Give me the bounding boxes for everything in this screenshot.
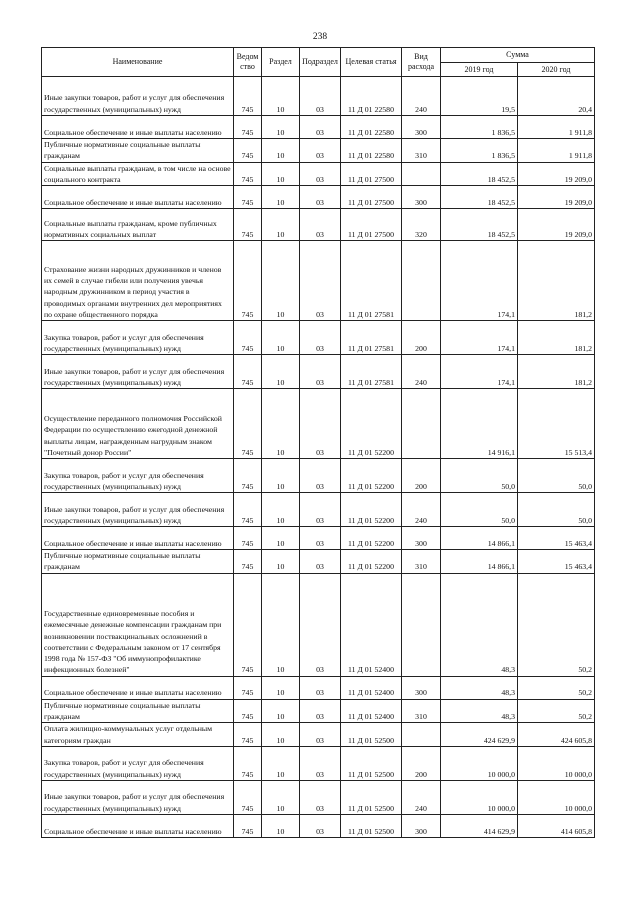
row-sum-2019: 14 866,1: [441, 527, 518, 550]
row-vedomstvo: 745: [234, 699, 262, 723]
row-sum-2020: 181,2: [518, 241, 595, 321]
row-name: Социальные выплаты гражданам, в том числе на основе социального контракта: [42, 162, 234, 186]
header-vedomstvo: Ведом ство: [234, 48, 262, 77]
row-name: Иные закупки товаров, работ и услуг для обеспечения государственных (муниципальных) нужд: [42, 355, 234, 389]
row-vid-raskhoda: 300: [402, 676, 441, 699]
row-sum-2020: 424 605,8: [518, 723, 595, 747]
row-vid-raskhoda: 320: [402, 209, 441, 241]
row-name: Публичные нормативные социальные выплаты гражданам: [42, 139, 234, 163]
table-row: [42, 723, 595, 747]
row-sum-2019: 48,3: [441, 699, 518, 723]
row-name: Иные закупки товаров, работ и услуг для обеспечения государственных (муниципальных) нужд: [42, 77, 234, 116]
row-podrazdel: 03: [300, 746, 341, 780]
row-sum-2020: 20,4: [518, 77, 595, 116]
table-row: [42, 780, 595, 814]
row-sum-2019: 414 629,9: [441, 814, 518, 837]
row-vedomstvo: 745: [234, 389, 262, 459]
row-razdel: 10: [262, 162, 300, 186]
row-podrazdel: 03: [300, 355, 341, 389]
row-vid-raskhoda: 300: [402, 116, 441, 139]
table-header: [42, 48, 595, 77]
row-celevaya-statya: 11 Д 01 52500: [341, 746, 402, 780]
row-vid-raskhoda: 300: [402, 527, 441, 550]
row-sum-2020: 10 000,0: [518, 780, 595, 814]
row-sum-2019: 18 452,5: [441, 186, 518, 209]
table-row: [42, 676, 595, 699]
row-name: Социальные выплаты гражданам, кроме публичных нормативных социальных выплат: [42, 209, 234, 241]
row-celevaya-statya: 11 Д 01 27581: [341, 321, 402, 355]
row-celevaya-statya: 11 Д 01 52200: [341, 527, 402, 550]
row-celevaya-statya: 11 Д 01 22580: [341, 77, 402, 116]
row-podrazdel: 03: [300, 162, 341, 186]
row-razdel: 10: [262, 186, 300, 209]
row-vid-raskhoda: 200: [402, 746, 441, 780]
row-sum-2020: 50,0: [518, 459, 595, 493]
row-sum-2020: 15 463,4: [518, 527, 595, 550]
table-row: [42, 77, 595, 116]
row-name: Закупка товаров, работ и услуг для обеспечения государственных (муниципальных) нужд: [42, 459, 234, 493]
row-vedomstvo: 745: [234, 116, 262, 139]
row-podrazdel: 03: [300, 77, 341, 116]
row-podrazdel: 03: [300, 573, 341, 676]
row-name: Иные закупки товаров, работ и услуг для обеспечения государственных (муниципальных) нужд: [42, 493, 234, 527]
header-razdel: Раздел: [262, 48, 300, 77]
table-row: [42, 241, 595, 321]
row-vedomstvo: 745: [234, 209, 262, 241]
table-row: [42, 573, 595, 676]
row-vedomstvo: 745: [234, 162, 262, 186]
row-celevaya-statya: 11 Д 01 52400: [341, 676, 402, 699]
row-name: Публичные нормативные социальные выплаты гражданам: [42, 699, 234, 723]
header-name: Наименование: [42, 48, 234, 77]
row-sum-2020: 10 000,0: [518, 746, 595, 780]
table-row: [42, 186, 595, 209]
row-razdel: 10: [262, 573, 300, 676]
row-sum-2020: 50,2: [518, 676, 595, 699]
row-razdel: 10: [262, 116, 300, 139]
table-row: [42, 814, 595, 837]
row-name: Социальное обеспечение и иные выплаты населению: [42, 676, 234, 699]
row-sum-2019: 174,1: [441, 241, 518, 321]
table-row: [42, 493, 595, 527]
row-podrazdel: 03: [300, 241, 341, 321]
row-sum-2019: 174,1: [441, 321, 518, 355]
row-razdel: 10: [262, 389, 300, 459]
row-podrazdel: 03: [300, 723, 341, 747]
row-razdel: 10: [262, 493, 300, 527]
table-row: [42, 459, 595, 493]
row-podrazdel: 03: [300, 493, 341, 527]
row-name: Закупка товаров, работ и услуг для обеспечения государственных (муниципальных) нужд: [42, 746, 234, 780]
row-vid-raskhoda: [402, 573, 441, 676]
table-row: [42, 746, 595, 780]
row-podrazdel: 03: [300, 527, 341, 550]
table-row: [42, 550, 595, 574]
row-vedomstvo: 745: [234, 676, 262, 699]
header-celevaya-statya: Целевая статья: [341, 48, 402, 77]
row-vid-raskhoda: [402, 241, 441, 321]
row-vid-raskhoda: [402, 389, 441, 459]
row-celevaya-statya: 11 Д 01 52500: [341, 780, 402, 814]
row-celevaya-statya: 11 Д 01 52400: [341, 699, 402, 723]
table-row: [42, 355, 595, 389]
row-celevaya-statya: 11 Д 01 52500: [341, 814, 402, 837]
row-sum-2019: 1 836,5: [441, 139, 518, 163]
row-name: Страхование жизни народных дружинников и членов их семей в случае гибели или получения увечья народным дружинником в период участия в проводимых органами внутренних дел мероприятиях по охране общественного порядка: [42, 241, 234, 321]
row-vid-raskhoda: 200: [402, 459, 441, 493]
table-row: [42, 527, 595, 550]
row-vedomstvo: 745: [234, 241, 262, 321]
row-vid-raskhoda: 240: [402, 77, 441, 116]
row-sum-2020: 414 605,8: [518, 814, 595, 837]
row-sum-2019: 50,0: [441, 493, 518, 527]
row-vedomstvo: 745: [234, 186, 262, 209]
row-podrazdel: 03: [300, 389, 341, 459]
row-sum-2020: 181,2: [518, 355, 595, 389]
row-vid-raskhoda: 240: [402, 355, 441, 389]
row-celevaya-statya: 11 Д 01 27581: [341, 355, 402, 389]
row-vedomstvo: 745: [234, 746, 262, 780]
row-vedomstvo: 745: [234, 493, 262, 527]
row-vedomstvo: 745: [234, 814, 262, 837]
row-vid-raskhoda: 240: [402, 780, 441, 814]
row-vid-raskhoda: 310: [402, 139, 441, 163]
row-name: Осуществление переданного полномочия Российской Федерации по осуществлению ежегодной денежной выплаты лицам, награжденным нагрудным знаком "Почетный донор России": [42, 389, 234, 459]
row-sum-2020: 1 911,8: [518, 116, 595, 139]
row-sum-2019: 14 916,1: [441, 389, 518, 459]
row-razdel: 10: [262, 355, 300, 389]
header-vid-raskhoda: Вид расхода: [402, 48, 441, 77]
row-vid-raskhoda: 240: [402, 493, 441, 527]
row-vid-raskhoda: 310: [402, 550, 441, 574]
row-celevaya-statya: 11 Д 01 27500: [341, 209, 402, 241]
row-sum-2019: 18 452,5: [441, 209, 518, 241]
row-name: Социальное обеспечение и иные выплаты населению: [42, 186, 234, 209]
row-podrazdel: 03: [300, 209, 341, 241]
row-sum-2020: 1 911,8: [518, 139, 595, 163]
row-name: Социальное обеспечение и иные выплаты населению: [42, 116, 234, 139]
row-sum-2020: 19 209,0: [518, 186, 595, 209]
table-row: [42, 209, 595, 241]
row-razdel: 10: [262, 699, 300, 723]
row-sum-2020: 50,0: [518, 493, 595, 527]
table-row: [42, 139, 595, 163]
row-vedomstvo: 745: [234, 723, 262, 747]
row-name: Публичные нормативные социальные выплаты гражданам: [42, 550, 234, 574]
row-vid-raskhoda: 300: [402, 814, 441, 837]
row-vid-raskhoda: 200: [402, 321, 441, 355]
row-vedomstvo: 745: [234, 573, 262, 676]
row-razdel: 10: [262, 321, 300, 355]
row-razdel: 10: [262, 676, 300, 699]
table-row: [42, 699, 595, 723]
row-podrazdel: 03: [300, 676, 341, 699]
budget-table: [41, 47, 595, 838]
row-celevaya-statya: 11 Д 01 27581: [341, 241, 402, 321]
row-celevaya-statya: 11 Д 01 52200: [341, 389, 402, 459]
row-name: Иные закупки товаров, работ и услуг для обеспечения государственных (муниципальных) нужд: [42, 780, 234, 814]
row-name: Государственные единовременные пособия и ежемесячные денежные компенсации гражданам при возникновении поствакцинальных осложнений в соответствии с Федеральным законом от 17 сентября 1998 года № 157-ФЗ "Об иммунопрофилактике инфекционных болезней": [42, 573, 234, 676]
row-podrazdel: 03: [300, 459, 341, 493]
header-summa: Сумма: [441, 48, 595, 63]
row-vedomstvo: 745: [234, 550, 262, 574]
row-podrazdel: 03: [300, 186, 341, 209]
row-razdel: 10: [262, 459, 300, 493]
row-razdel: 10: [262, 527, 300, 550]
table-row: [42, 389, 595, 459]
row-razdel: 10: [262, 77, 300, 116]
row-celevaya-statya: 11 Д 01 52500: [341, 723, 402, 747]
row-sum-2020: 181,2: [518, 321, 595, 355]
row-celevaya-statya: 11 Д 01 27500: [341, 186, 402, 209]
row-sum-2020: 15 463,4: [518, 550, 595, 574]
row-sum-2019: 1 836,5: [441, 116, 518, 139]
row-razdel: 10: [262, 814, 300, 837]
row-podrazdel: 03: [300, 139, 341, 163]
row-vedomstvo: 745: [234, 459, 262, 493]
table-row: [42, 162, 595, 186]
header-2019: 2019 год: [441, 63, 518, 77]
row-celevaya-statya: 11 Д 01 22580: [341, 116, 402, 139]
row-podrazdel: 03: [300, 550, 341, 574]
row-vedomstvo: 745: [234, 139, 262, 163]
row-vedomstvo: 745: [234, 780, 262, 814]
table-body: [42, 77, 595, 838]
row-sum-2019: 48,3: [441, 676, 518, 699]
row-celevaya-statya: 11 Д 01 22580: [341, 139, 402, 163]
row-vid-raskhoda: [402, 723, 441, 747]
row-sum-2019: 48,3: [441, 573, 518, 676]
row-razdel: 10: [262, 241, 300, 321]
row-name: Закупка товаров, работ и услуг для обеспечения государственных (муниципальных) нужд: [42, 321, 234, 355]
row-razdel: 10: [262, 780, 300, 814]
row-razdel: 10: [262, 550, 300, 574]
row-sum-2019: 19,5: [441, 77, 518, 116]
row-vedomstvo: 745: [234, 355, 262, 389]
row-sum-2019: 10 000,0: [441, 780, 518, 814]
row-vedomstvo: 745: [234, 321, 262, 355]
row-celevaya-statya: 11 Д 01 52200: [341, 493, 402, 527]
row-name: Оплата жилищно-коммунальных услуг отдельным категориям граждан: [42, 723, 234, 747]
row-podrazdel: 03: [300, 699, 341, 723]
row-name: Социальное обеспечение и иные выплаты населению: [42, 814, 234, 837]
row-sum-2019: 174,1: [441, 355, 518, 389]
row-sum-2020: 19 209,0: [518, 162, 595, 186]
header-2020: 2020 год: [518, 63, 595, 77]
row-vid-raskhoda: 300: [402, 186, 441, 209]
row-razdel: 10: [262, 723, 300, 747]
page-number: 238: [312, 32, 328, 42]
row-sum-2019: 10 000,0: [441, 746, 518, 780]
row-sum-2019: 18 452,5: [441, 162, 518, 186]
row-celevaya-statya: 11 Д 01 52200: [341, 550, 402, 574]
row-vedomstvo: 745: [234, 77, 262, 116]
row-razdel: 10: [262, 139, 300, 163]
row-name: Социальное обеспечение и иные выплаты населению: [42, 527, 234, 550]
row-sum-2019: 50,0: [441, 459, 518, 493]
row-podrazdel: 03: [300, 780, 341, 814]
table-row: [42, 321, 595, 355]
row-sum-2020: 50,2: [518, 699, 595, 723]
row-vid-raskhoda: [402, 162, 441, 186]
row-vedomstvo: 745: [234, 527, 262, 550]
table-row: [42, 116, 595, 139]
row-vid-raskhoda: 310: [402, 699, 441, 723]
row-podrazdel: 03: [300, 116, 341, 139]
row-sum-2020: 15 513,4: [518, 389, 595, 459]
row-celevaya-statya: 11 Д 01 52200: [341, 459, 402, 493]
row-sum-2020: 50,2: [518, 573, 595, 676]
row-podrazdel: 03: [300, 321, 341, 355]
row-razdel: 10: [262, 209, 300, 241]
row-sum-2019: 424 629,9: [441, 723, 518, 747]
row-razdel: 10: [262, 746, 300, 780]
row-sum-2020: 19 209,0: [518, 209, 595, 241]
header-podrazdel: Подраздел: [300, 48, 341, 77]
row-podrazdel: 03: [300, 814, 341, 837]
row-celevaya-statya: 11 Д 01 27500: [341, 162, 402, 186]
row-sum-2019: 14 866,1: [441, 550, 518, 574]
row-celevaya-statya: 11 Д 01 52400: [341, 573, 402, 676]
